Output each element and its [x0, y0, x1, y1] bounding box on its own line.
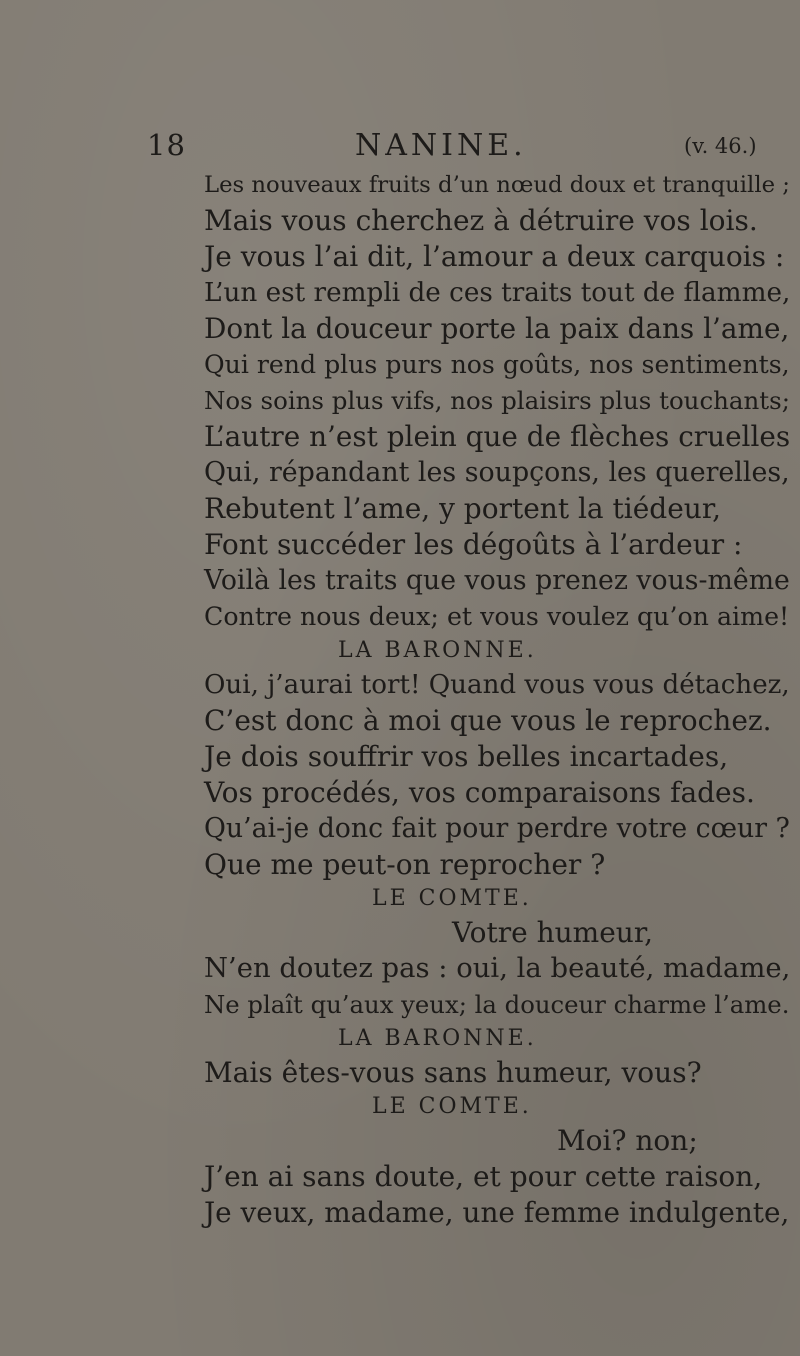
- verse-line: Nos soins plus vifs, nos plaisirs plus touchants;: [204, 386, 790, 415]
- verse-line: Moi? non;: [557, 1124, 698, 1157]
- verse-line: J’en ai sans doute, et pour cette raison,: [204, 1160, 763, 1193]
- verse-line: Qui, répandant les soupçons, les querelles,: [204, 457, 790, 488]
- page-header: [0, 128, 800, 168]
- verse-line: Contre nous deux; et vous voulez qu’on aime!: [204, 602, 790, 631]
- verse-reference: (v. 46.): [684, 134, 757, 158]
- verse-line: Qui rend plus purs nos goûts, nos sentiments,: [204, 350, 790, 379]
- verse-line: Mais vous cherchez à détruire vos lois.: [204, 204, 758, 237]
- verse-line: Oui, j’aurai tort! Quand vous vous détachez,: [204, 670, 790, 700]
- verse-line: N’en doutez pas : oui, la beauté, madame,: [204, 953, 791, 984]
- verse-line: Votre humeur,: [452, 916, 654, 949]
- verse-line: C’est donc à moi que vous le reprochez.: [204, 704, 772, 737]
- speaker-name: LE COMTE.: [372, 1094, 532, 1119]
- page-number: 18: [147, 128, 186, 162]
- verse-line: Ne plaît qu’aux yeux; la douceur charme l’ame.: [204, 990, 790, 1019]
- verse-line: Font succéder les dégoûts à l’ardeur :: [204, 528, 743, 561]
- verse-line: Voilà les traits que vous prenez vous-même: [204, 565, 790, 596]
- speaker-name: LA BARONNE.: [338, 1026, 537, 1051]
- verse-line: Je dois souffrir vos belles incartades,: [204, 740, 729, 773]
- verse-line: Je veux, madame, une femme indulgente,: [204, 1196, 790, 1229]
- speaker-name: LE COMTE.: [372, 886, 532, 911]
- running-title: NANINE.: [355, 128, 527, 163]
- verse-line: Vos procédés, vos comparaisons fades.: [204, 776, 755, 809]
- verse-line: Les nouveaux fruits d’un nœud doux et tranquille ;: [204, 172, 790, 198]
- verse-line: Je vous l’ai dit, l’amour a deux carquois :: [204, 240, 785, 273]
- verse-line: L’un est rempli de ces traits tout de flamme,: [204, 278, 791, 308]
- verse-line: Rebutent l’ame, y portent la tiédeur,: [204, 492, 722, 525]
- verse-line: Qu’ai-je donc fait pour perdre votre cœur ?: [204, 813, 790, 844]
- verse-line: Que me peut-on reprocher ?: [204, 848, 606, 881]
- speaker-name: LA BARONNE.: [338, 638, 537, 663]
- verse-line: L’autre n’est plein que de flèches cruelles: [204, 420, 791, 453]
- verse-line: Mais êtes-vous sans humeur, vous?: [204, 1056, 702, 1089]
- verse-line: Dont la douceur porte la paix dans l’ame,: [204, 312, 790, 345]
